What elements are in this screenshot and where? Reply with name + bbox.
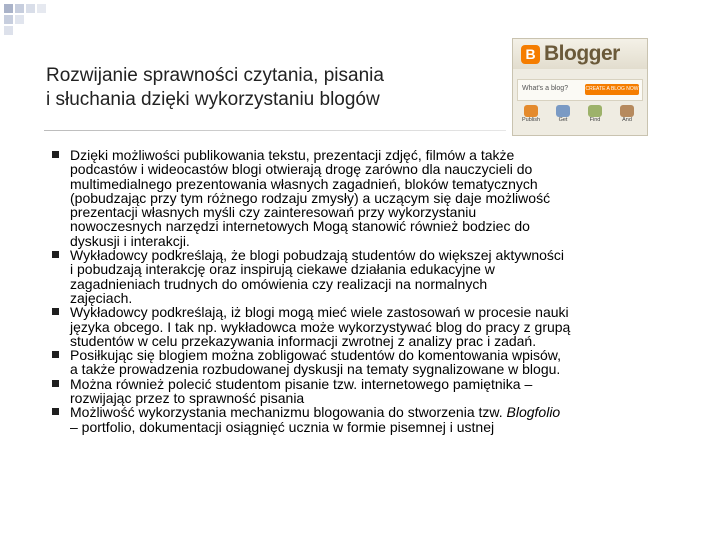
and-step xyxy=(615,105,639,124)
bullet-line: rozwijając przez to sprawność pisania xyxy=(70,390,305,407)
corner-square xyxy=(15,4,24,13)
bullet-text: Możliwość wykorzystania mechanizmu blogowania do stworzenia tzw. xyxy=(70,404,507,421)
publish-icon xyxy=(524,105,538,117)
and-icon xyxy=(620,105,634,117)
bullet-line: podcastów i wideocastów blogi otwierają drogę zarówno dla nauczycieli do xyxy=(70,161,533,178)
corner-square xyxy=(4,15,13,24)
bullet-item xyxy=(52,248,692,305)
blogger-prompt: What's a blog? xyxy=(522,85,569,92)
slide-title-line-1: Rozwijanie sprawności czytania, pisania xyxy=(46,65,384,86)
corner-square xyxy=(15,15,24,24)
find-step xyxy=(583,105,607,124)
bullet-line: a także prowadzenia rozbudowanej dyskusji na tematy sygnalizowane w blogu. xyxy=(70,361,561,378)
blogfolio-term: Blogfolio xyxy=(506,404,561,421)
bullet-line xyxy=(70,405,692,419)
bullet-line: zagadnieniach trudnych do omówienia czy realizacji na normalnych xyxy=(70,275,488,292)
and-step-label: And xyxy=(622,117,632,123)
corner-decoration xyxy=(0,0,90,40)
bullet-line: i pobudzają interakcję oraz inspirują ciekawe działania edukacyjne w xyxy=(70,261,495,278)
find-icon xyxy=(588,105,602,117)
slide-title-line-2: i słuchania dzięki wykorzystaniu blogów xyxy=(46,89,380,110)
bullet-line: nowoczesnych narzędzi internetowych Mogą stanowić również bodziec do xyxy=(70,218,530,235)
bullet-square-icon xyxy=(52,308,59,315)
get-step-label: Get xyxy=(558,117,568,123)
blogger-logo-image xyxy=(512,38,648,136)
bullet-line: (pobudzając przy tym różnego rodzaju zmysły) a uczącym się daje możliwość xyxy=(70,189,551,206)
blogger-icon: B xyxy=(521,45,540,64)
bullet-line: prezentacji własnych myśli czy zainteresowań przy wykorzystaniu xyxy=(70,204,477,221)
bullet-line: Dzięki możliwości publikowania tekstu, prezentacji zdjęć, filmów a także xyxy=(70,147,515,163)
bullet-item xyxy=(52,305,692,348)
bullet-square-icon xyxy=(52,351,59,358)
bullet-line: Można również polecić studentom pisanie tzw. internetowego pamiętnika – xyxy=(70,375,533,392)
blogger-wordmark: Blogger xyxy=(544,42,620,65)
bullet-item xyxy=(52,148,692,248)
bullet-line: Posiłkując się blogiem można zobligować studentów do komentowania wpisów, xyxy=(70,347,562,364)
bullet-line: studentów w celu przekazywania informacji zwrotnej z analizy prac i zadań. xyxy=(70,332,537,349)
blogger-prompt-strip xyxy=(517,79,643,101)
bullet-item xyxy=(52,405,692,434)
bullet-line: multimedialnego prezentowania własnych zagadnień, bloków tematycznych xyxy=(70,175,538,192)
corner-square xyxy=(26,4,35,13)
bullet-line: zajęciach. xyxy=(70,289,133,306)
bullet-item xyxy=(52,377,692,406)
title-divider xyxy=(44,130,506,131)
blogger-step-icons xyxy=(519,105,641,133)
bullet-line: języka obcego. I tak np. wykładowca może wykorzystywać blog do pracy z grupą xyxy=(70,318,571,335)
get-icon xyxy=(556,105,570,117)
get-step xyxy=(551,105,575,124)
find-step-label: Find xyxy=(589,117,601,123)
bullet-square-icon xyxy=(52,151,59,158)
bullet-square-icon xyxy=(52,251,59,258)
bullet-square-icon xyxy=(52,408,59,415)
bullet-line: Wykładowcy podkreślają, że blogi pobudzają studentów do większej aktywności xyxy=(70,247,565,264)
bullet-line: dyskusji i interakcji. xyxy=(70,232,190,249)
bullet-list xyxy=(52,148,692,434)
bullet-line: – portfolio, dokumentacji osiągnięć ucznia w formie pisemnej i ustnej xyxy=(70,418,495,435)
publish-step xyxy=(519,105,543,124)
bullet-line: Wykładowcy podkreślają, iż blogi mogą mieć wiele zastosowań w procesie nauki xyxy=(70,304,569,321)
blogger-create-button: CREATE A BLOG NOW xyxy=(585,84,639,95)
bullet-item xyxy=(52,348,692,377)
publish-step-label: Publish xyxy=(521,117,541,123)
slide-title xyxy=(46,64,486,112)
bullet-square-icon xyxy=(52,380,59,387)
corner-square xyxy=(37,4,46,13)
corner-square xyxy=(4,4,13,13)
corner-square xyxy=(4,26,13,35)
